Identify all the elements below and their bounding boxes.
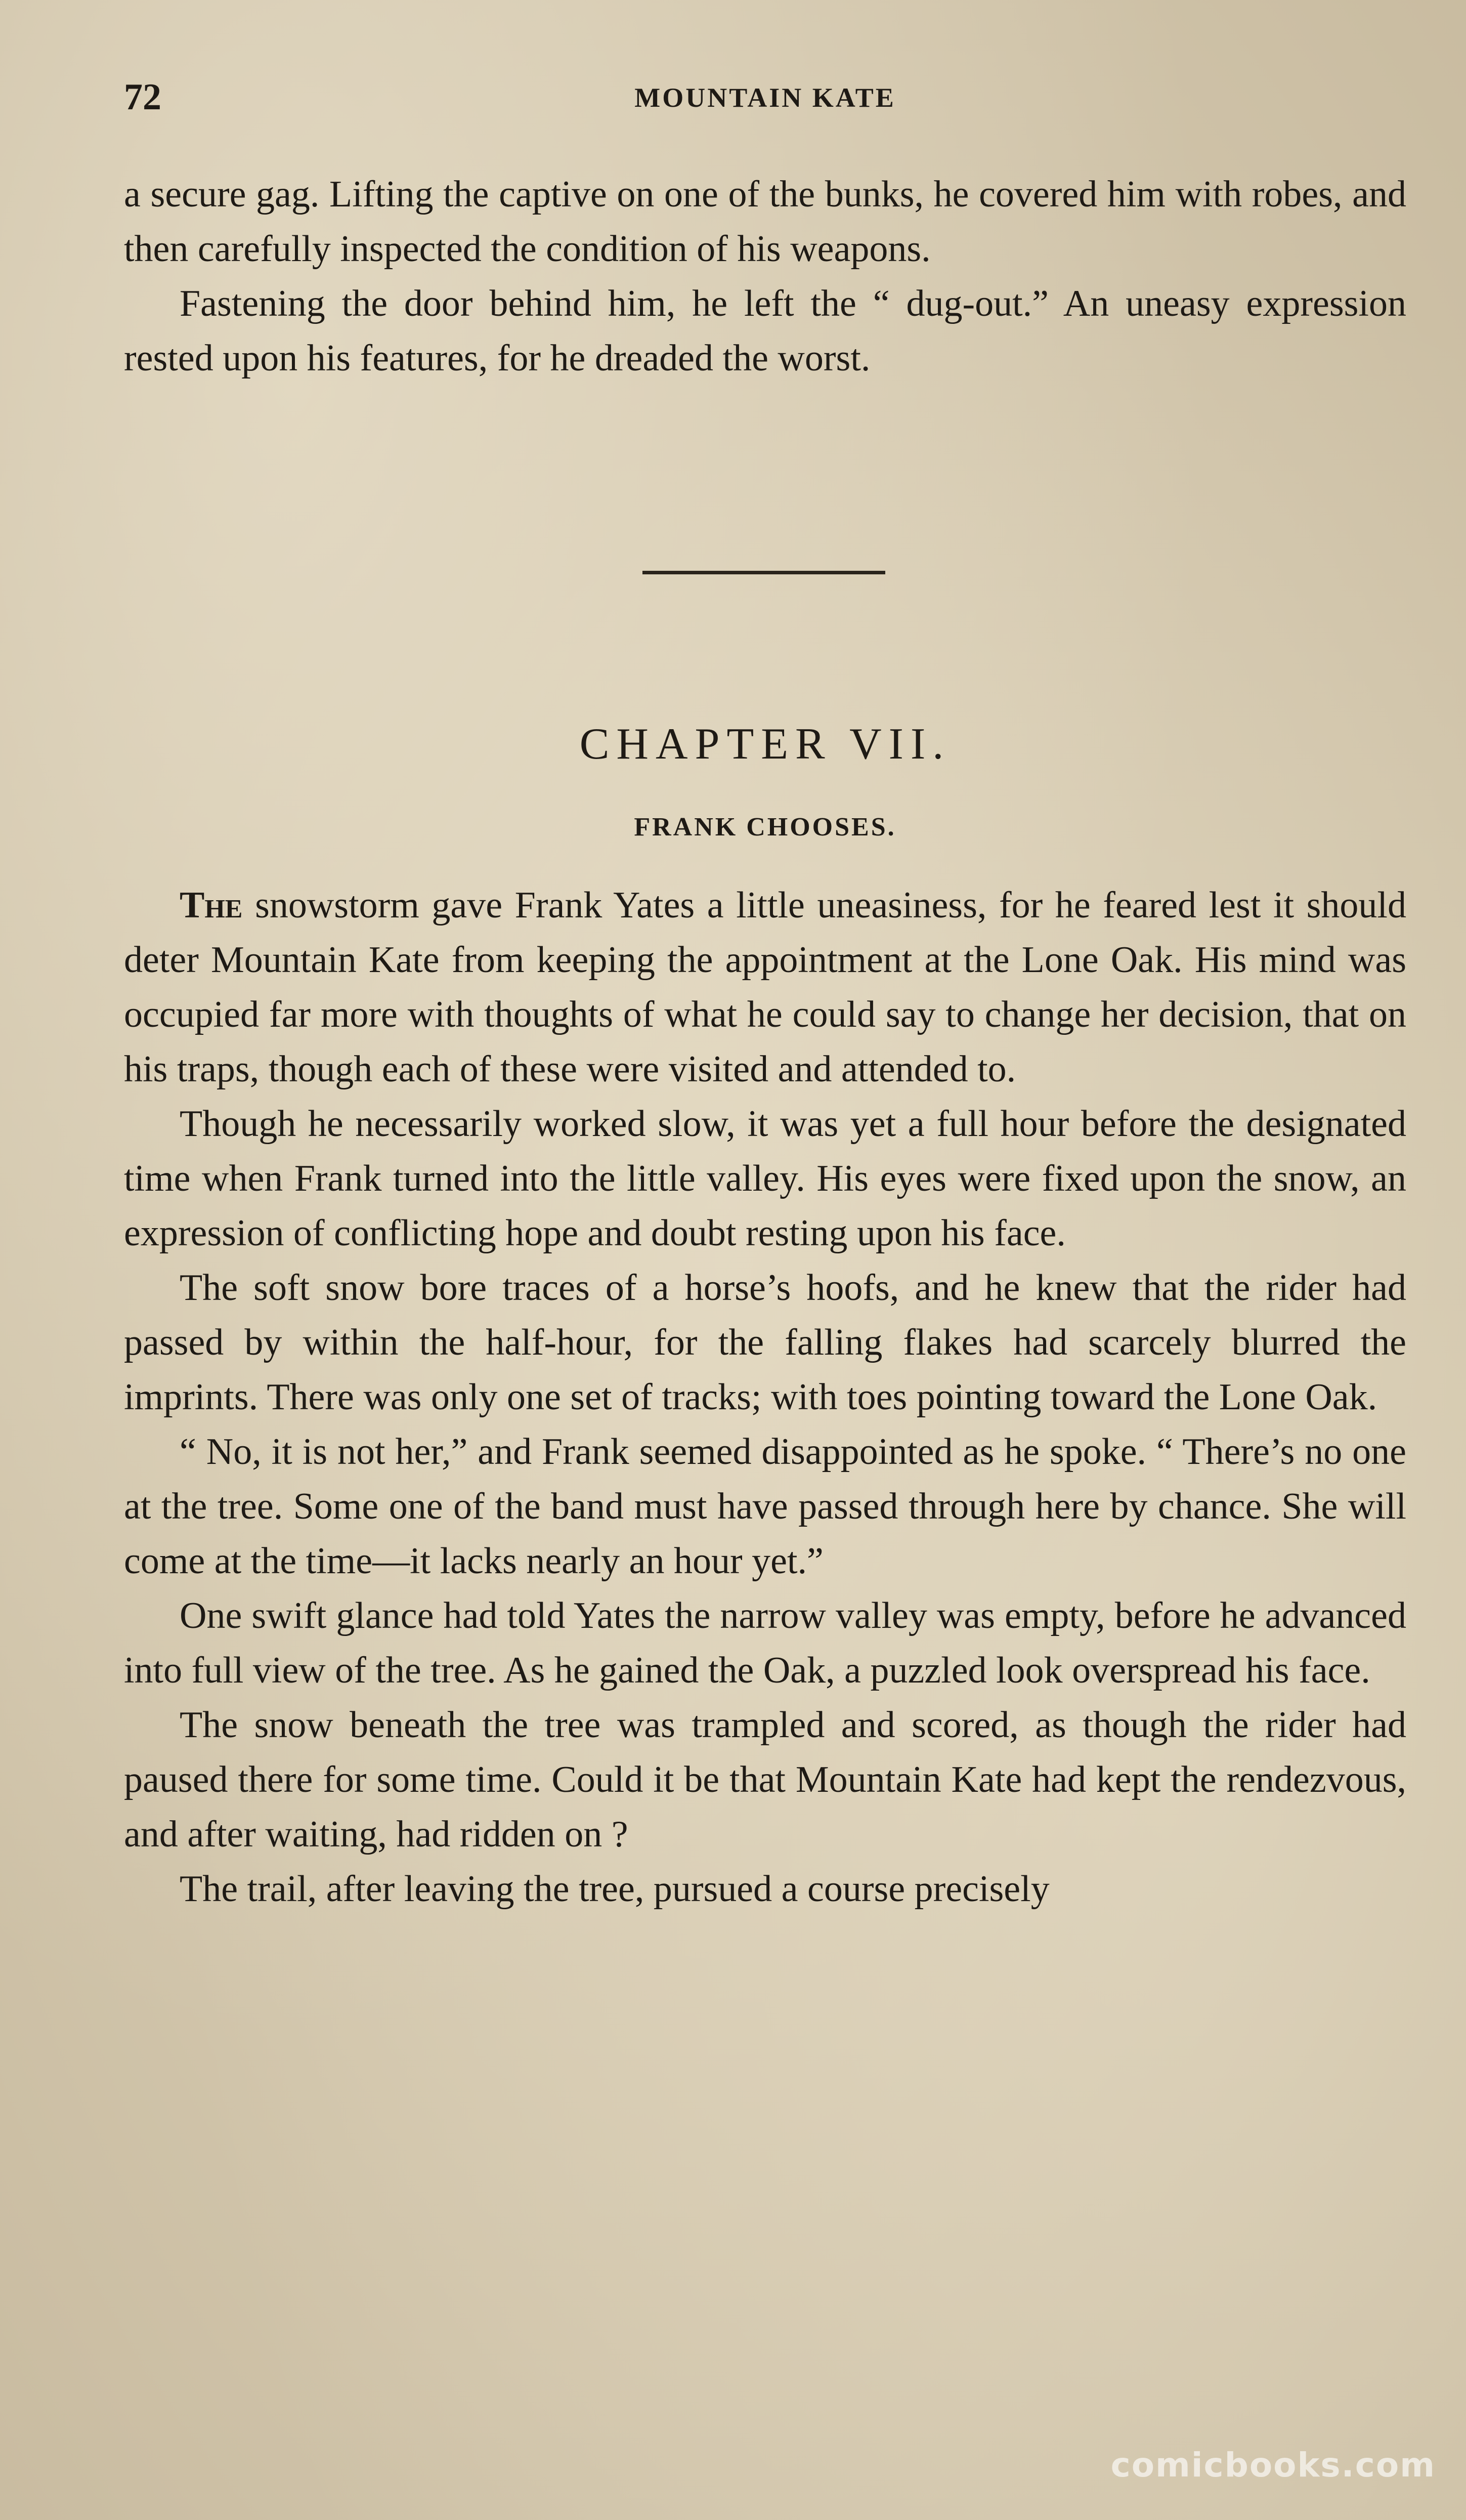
- paragraph: a secure gag. Lifting the captive on one of the bunks, he covered him with robes, and then carefully inspected the condition of his weapons.: [124, 174, 1406, 270]
- paragraph: Fastening the door behind him, he left the “ dug-out.” An uneasy expression rested upon his features, for he dreaded the worst.: [124, 283, 1406, 379]
- text-block-top: [124, 167, 1406, 386]
- paragraph: [124, 878, 1406, 1097]
- section-divider: [642, 571, 885, 574]
- paragraph: “ No, it is not her,” and Frank seemed disappointed as he spoke. “ There’s no one at the tree. Some one of the band must have passed through here by chance. She will come at the time—it lacks nearly an hour yet.”: [124, 1431, 1406, 1582]
- drop-word: The: [180, 885, 243, 926]
- paragraph: Though he necessarily worked slow, it was yet a full hour before the designated time when Frank turned into the little valley. His eyes were fixed upon the snow, an expression of conflicting hope and doubt resting upon his face.: [124, 1103, 1406, 1254]
- chapter-subtitle: FRANK CHOOSES.: [634, 813, 896, 842]
- watermark-text: comicbooks.com: [1110, 2446, 1436, 2485]
- paragraph: The trail, after leaving the tree, pursued a course precisely: [180, 1868, 1050, 1910]
- page-header: [124, 76, 1406, 132]
- chapter-title: CHAPTER VII.: [579, 720, 951, 769]
- running-head: MOUNTAIN KATE: [634, 82, 896, 113]
- paragraph: The snow beneath the tree was trampled and scored, as though the rider had paused there for some time. Could it be that Mountain Kate had kept the rendezvous, and after waiting, had ridden on ?: [124, 1704, 1406, 1855]
- text-block-chapter: [124, 878, 1406, 1916]
- paragraph: The soft snow bore traces of a horse’s hoofs, and he knew that the rider had passed by within the half-hour, for the falling flakes had scarcely blurred the imprints. There was only one set of tracks; with toes pointing toward the Lone Oak.: [124, 1267, 1406, 1418]
- paragraph-text: snowstorm gave Frank Yates a little uneasiness, for he feared lest it should deter Mountain Kate from keeping the appointment at the Lone Oak. His mind was occupied far more with thoughts of what he could say to change her decision, that on his traps, though each of these were visited and attended to.: [124, 885, 1406, 1090]
- page-number: 72: [124, 76, 161, 118]
- paragraph: One swift glance had told Yates the narrow valley was empty, before he advanced into full view of the tree. As he gained the Oak, a puzzled look overspread his face.: [124, 1595, 1406, 1691]
